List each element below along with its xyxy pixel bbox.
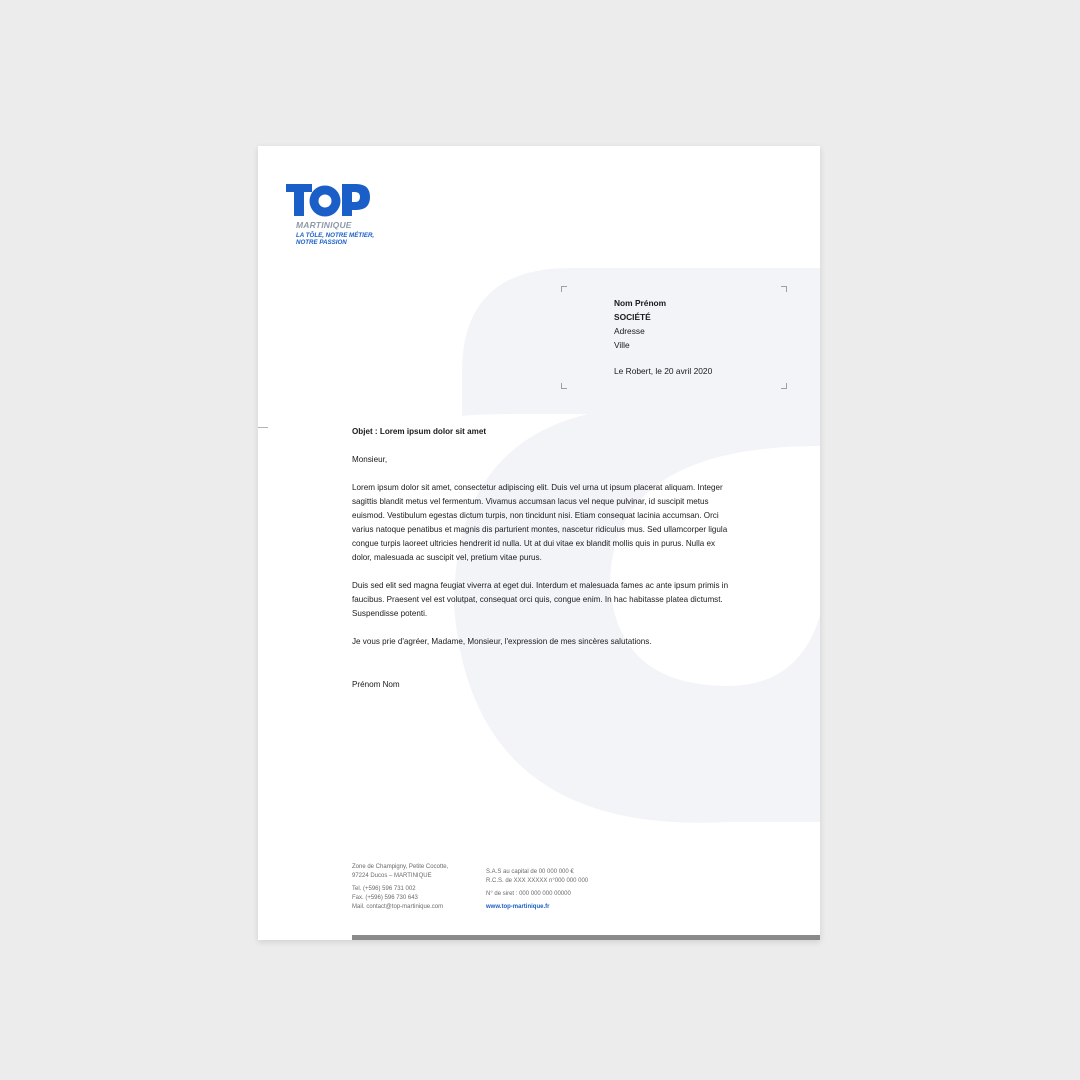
footer-website-link[interactable]: www.top-martinique.fr [486,904,550,910]
recipient-name: Nom Prénom [614,298,667,308]
footer-contact [352,863,448,912]
footer-siret: N° de siret : 000 000 000 00000 [486,891,571,897]
company-logo [286,182,396,252]
letterhead-page [258,146,820,940]
recipient-company: SOCIÉTÉ [614,312,651,322]
letter-subject: Objet : Lorem ipsum dolor sit amet [352,427,487,436]
letter-closing: Je vous prie d'agréer, Madame, Monsieur, l'expression de mes sincères salutations. [352,637,652,646]
slogan-line: NOTRE PASSION [296,239,347,246]
logo-slogan [296,232,374,246]
recipient-block [614,296,666,352]
letter-body [352,425,730,692]
recipient-address: Adresse [614,326,645,336]
slogan-line: LA TÔLE, NOTRE MÉTIER, [296,232,375,239]
address-window-corner [781,383,787,389]
footer-fax: Fax. (+596) 596 730 643 [352,895,418,901]
letter-signature: Prénom Nom [352,680,400,689]
footer-address-line: Zone de Champigny, Petite Cocotte, [352,864,449,870]
letter-salutation: Monsieur, [352,455,388,464]
address-window-corner [561,383,567,389]
footer-rcs: R.C.S. de XXX XXXXX n°000 000 000 [486,878,589,884]
fold-mark [258,427,268,428]
recipient-city: Ville [614,340,630,350]
letter-paragraph: Duis sed elit sed magna feugiat viverra at eget dui. Interdum et malesuada fames ac ante ipsum primis in faucibus. Praesent vel est volutpat, consequat orci quis, congue enim. In hac habitasse platea dictumst. Suspendisse potenti. [352,581,729,618]
footer-legal [486,868,588,912]
address-window-corner [561,286,567,292]
footer-mail: Mail. contact@top-martinique.com [352,904,444,910]
footer-capital: S.A.S au capital de 00 000 000 € [486,869,574,875]
footer-address-line: 97224 Ducos – MARTINIQUE [352,873,432,879]
letter-date: Le Robert, le 20 avril 2020 [614,366,713,376]
footer-tel: Tel. (+596) 596 731 002 [352,886,416,892]
address-window-corner [781,286,787,292]
letter-paragraph: Lorem ipsum dolor sit amet, consectetur adipiscing elit. Duis vel urna ut ipsum placerat aliquam. Integer sagittis blandit metus vel fermentum. Vivamus accumsan lacus vel neque pulvinar, id suscipit metus euismod. Vestibulum egestas dictum turpis, non tincidunt nisi. Etiam consequat lacinia accumsan. Orci varius natoque penatibus et magnis dis parturient montes, nascetur ridiculus mus. Sed ullamcorper ligula congue turpis laoreet ultricies hendrerit id nulla. Ut at dui vitae ex blandit mollis quis in purus. Nulla ex dolor, malesuada ac suscipit vel, pretium vitae purus. [352,483,728,562]
logo-subtitle: MARTINIQUE [296,220,352,230]
top-logo-mark [286,182,372,220]
footer-bar [352,935,820,940]
